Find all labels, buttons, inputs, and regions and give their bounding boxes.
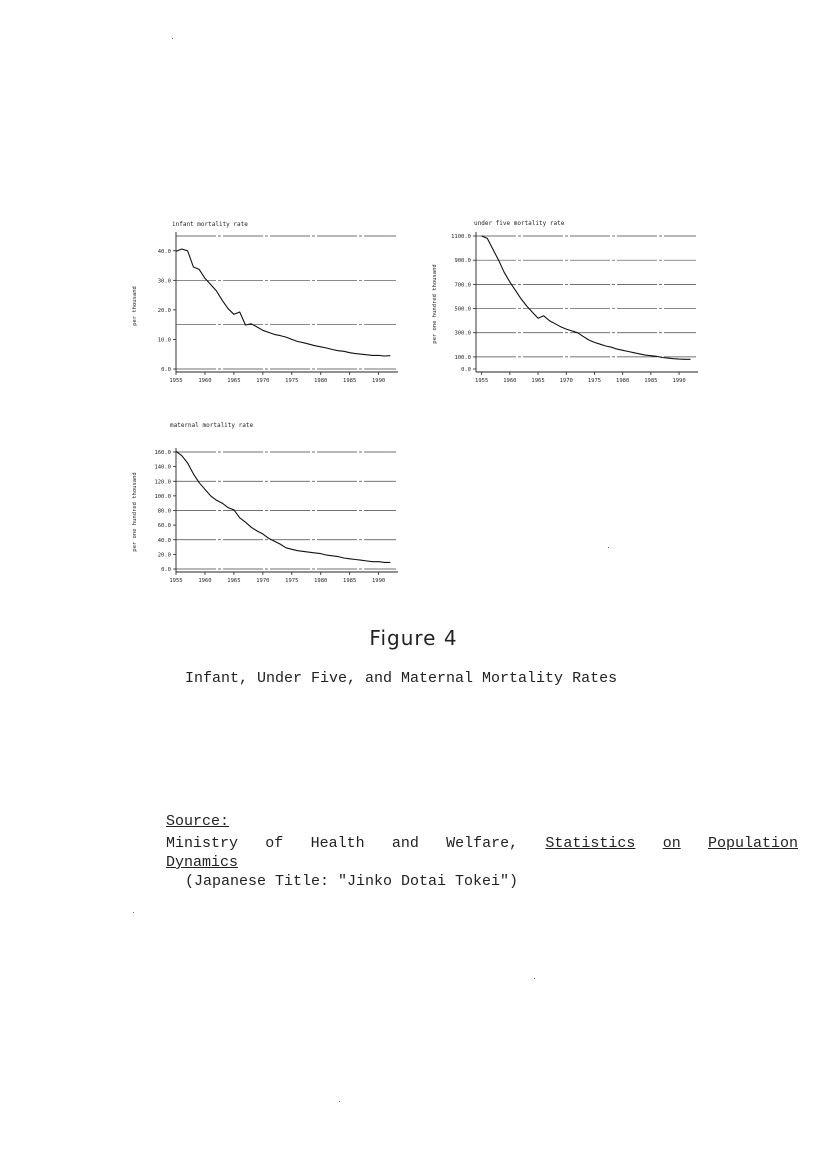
data-point <box>521 299 522 300</box>
source-title-continued: Dynamics <box>166 854 239 871</box>
data-point <box>600 344 601 345</box>
data-point <box>390 355 391 356</box>
source-title-word: Statistics <box>545 835 636 852</box>
data-point <box>309 344 310 345</box>
figure-caption: Infant, Under Five, and Maternal Mortality Rates <box>185 670 618 687</box>
y-tick-label: 120.0 <box>154 479 171 486</box>
data-point <box>291 549 292 550</box>
data-point <box>543 316 544 317</box>
data-point <box>355 559 356 560</box>
data-point <box>526 306 527 307</box>
source-word: of <box>265 835 284 852</box>
x-tick-label: 1980 <box>616 378 630 384</box>
data-point <box>504 272 505 273</box>
x-tick-label: 1955 <box>169 378 183 384</box>
scan-speck <box>172 38 173 39</box>
data-point <box>216 291 217 292</box>
x-tick-label: 1955 <box>475 378 489 384</box>
x-tick-label: 1965 <box>227 378 241 384</box>
data-point <box>315 553 316 554</box>
data-point <box>690 359 691 360</box>
data-point <box>566 329 567 330</box>
data-point <box>611 347 612 348</box>
data-point <box>234 509 235 510</box>
data-point <box>639 354 640 355</box>
data-point <box>344 558 345 559</box>
data-point <box>560 326 561 327</box>
data-point <box>309 552 310 553</box>
data-point <box>199 269 200 270</box>
data-point <box>622 350 623 351</box>
data-point <box>617 349 618 350</box>
data-point <box>245 522 246 523</box>
x-tick-label: 1960 <box>198 578 212 584</box>
data-point <box>181 455 182 456</box>
chart-title: infant mortality rate <box>172 221 248 228</box>
data-point <box>245 325 246 326</box>
data-point <box>662 357 663 358</box>
data-point <box>667 358 668 359</box>
y-tick-label: 700.0 <box>454 282 471 289</box>
y-tick-label: 1100.0 <box>451 234 471 240</box>
data-point <box>332 349 333 350</box>
y-tick-label: 80.0 <box>157 508 171 515</box>
data-point <box>349 558 350 559</box>
data-point <box>344 351 345 352</box>
y-axis-label: per thousand <box>132 286 138 326</box>
data-point <box>263 330 264 331</box>
data-point <box>589 340 590 341</box>
data-point <box>297 550 298 551</box>
data-point <box>257 531 258 532</box>
x-tick-label: 1980 <box>314 578 328 584</box>
data-point <box>251 527 252 528</box>
y-tick-label: 160.0 <box>154 450 171 456</box>
data-point <box>326 555 327 556</box>
data-point <box>572 331 573 332</box>
data-point <box>263 534 264 535</box>
data-point <box>384 356 385 357</box>
data-point <box>481 236 482 237</box>
data-point <box>239 312 240 313</box>
data-point <box>320 553 321 554</box>
data-point <box>210 284 211 285</box>
data-point <box>280 544 281 545</box>
data-point <box>320 347 321 348</box>
data-point <box>291 339 292 340</box>
data-point <box>234 314 235 315</box>
data-point <box>555 323 556 324</box>
data-point <box>181 249 182 250</box>
data-point <box>187 463 188 464</box>
data-point <box>656 356 657 357</box>
y-tick-label: 500.0 <box>454 306 471 313</box>
data-point <box>594 342 595 343</box>
scan-speck <box>339 1101 340 1102</box>
data-point <box>205 278 206 279</box>
data-point <box>199 482 200 483</box>
data-point <box>390 562 391 563</box>
y-tick-label: 10.0 <box>157 337 171 344</box>
x-tick-label: 1955 <box>169 578 183 584</box>
x-tick-label: 1990 <box>672 378 686 384</box>
series-line <box>176 451 390 562</box>
data-point <box>378 355 379 356</box>
y-axis-label: per one hundred thousand <box>432 264 438 344</box>
data-point <box>510 282 511 283</box>
data-point <box>498 260 499 261</box>
y-tick-label: 0.0 <box>461 367 471 373</box>
data-point <box>193 267 194 268</box>
data-point <box>205 489 206 490</box>
chart-title: maternal mortality rate <box>170 422 254 429</box>
data-point <box>361 560 362 561</box>
data-point <box>251 323 252 324</box>
x-tick-label: 1960 <box>198 378 212 384</box>
under-five-mortality-chart <box>420 212 720 392</box>
y-tick-label: 140.0 <box>154 464 171 471</box>
data-point <box>176 251 177 252</box>
source-title-word: Population <box>707 835 798 852</box>
source-word: Welfare, <box>446 835 519 852</box>
y-tick-label: 60.0 <box>157 523 171 530</box>
data-point <box>577 332 578 333</box>
data-point <box>549 320 550 321</box>
scan-speck <box>608 547 609 548</box>
data-point <box>268 332 269 333</box>
data-point <box>274 334 275 335</box>
data-point <box>583 336 584 337</box>
data-point <box>349 352 350 353</box>
data-point <box>634 352 635 353</box>
data-point <box>239 518 240 519</box>
data-point <box>628 351 629 352</box>
data-point <box>228 507 229 508</box>
data-point <box>532 312 533 313</box>
data-point <box>367 355 368 356</box>
data-point <box>684 359 685 360</box>
data-point <box>326 348 327 349</box>
maternal-mortality-chart <box>120 412 420 592</box>
data-point <box>373 355 374 356</box>
x-tick-label: 1990 <box>372 578 386 584</box>
y-axis-label: per one hundred thousand <box>132 472 138 552</box>
y-tick-label: 900.0 <box>454 258 471 265</box>
infant-mortality-chart <box>120 212 420 392</box>
data-point <box>286 337 287 338</box>
data-point <box>216 500 217 501</box>
data-point <box>373 561 374 562</box>
data-point <box>280 335 281 336</box>
y-tick-label: 20.0 <box>157 552 171 559</box>
x-tick-label: 1970 <box>559 378 573 384</box>
data-point <box>361 354 362 355</box>
data-point <box>286 547 287 548</box>
data-point <box>257 327 258 328</box>
x-tick-label: 1965 <box>531 378 545 384</box>
data-point <box>303 551 304 552</box>
x-tick-label: 1985 <box>343 378 357 384</box>
x-tick-label: 1975 <box>285 378 299 384</box>
y-tick-label: 20.0 <box>157 307 171 314</box>
series-line <box>482 236 691 359</box>
y-tick-label: 40.0 <box>157 248 171 255</box>
data-point <box>605 346 606 347</box>
source-japanese-title: (Japanese Title: "Jinko Dotai Tokei") <box>185 873 519 890</box>
data-point <box>338 556 339 557</box>
x-tick-label: 1975 <box>587 378 602 384</box>
source-heading: Source: <box>166 813 230 830</box>
scan-speck <box>534 978 535 979</box>
data-point <box>228 308 229 309</box>
data-point <box>679 359 680 360</box>
x-tick-label: 1990 <box>372 378 386 384</box>
data-point <box>355 353 356 354</box>
y-tick-label: 300.0 <box>454 330 471 337</box>
x-tick-label: 1985 <box>343 578 357 584</box>
x-tick-label: 1970 <box>256 578 270 584</box>
data-point <box>378 561 379 562</box>
data-point <box>645 355 646 356</box>
data-point <box>222 503 223 504</box>
x-tick-label: 1975 <box>285 578 299 584</box>
data-point <box>193 474 194 475</box>
source-title-word: on <box>662 835 681 852</box>
data-point <box>673 358 674 359</box>
data-point <box>187 250 188 251</box>
y-tick-label: 0.0 <box>161 567 171 573</box>
data-point <box>332 556 333 557</box>
source-citation-line <box>166 834 798 853</box>
data-point <box>315 345 316 346</box>
source-word: Health <box>310 835 365 852</box>
y-tick-label: 40.0 <box>157 537 171 544</box>
y-tick-label: 0.0 <box>161 367 171 373</box>
y-tick-label: 100.0 <box>454 354 471 361</box>
data-point <box>651 355 652 356</box>
data-point <box>274 541 275 542</box>
data-point <box>338 350 339 351</box>
chart-title: under five mortality rate <box>474 220 565 227</box>
data-point <box>222 300 223 301</box>
data-point <box>297 341 298 342</box>
x-tick-label: 1970 <box>256 378 270 384</box>
data-point <box>487 238 488 239</box>
data-point <box>367 561 368 562</box>
source-word: and <box>391 835 419 852</box>
y-tick-label: 100.0 <box>154 493 171 500</box>
data-point <box>176 451 177 452</box>
data-point <box>210 496 211 497</box>
y-tick-label: 30.0 <box>157 278 171 285</box>
scan-speck <box>133 912 134 913</box>
data-point <box>268 538 269 539</box>
figure-label: Figure 4 <box>369 626 458 650</box>
x-tick-label: 1985 <box>644 378 658 384</box>
x-tick-label: 1980 <box>314 378 328 384</box>
data-point <box>515 290 516 291</box>
x-tick-label: 1965 <box>227 578 241 584</box>
data-point <box>493 249 494 250</box>
x-tick-label: 1960 <box>503 378 517 384</box>
series-line <box>176 249 390 356</box>
data-point <box>384 562 385 563</box>
source-word: Ministry <box>166 835 239 852</box>
data-point <box>538 318 539 319</box>
data-point <box>303 342 304 343</box>
source-block <box>166 812 798 891</box>
